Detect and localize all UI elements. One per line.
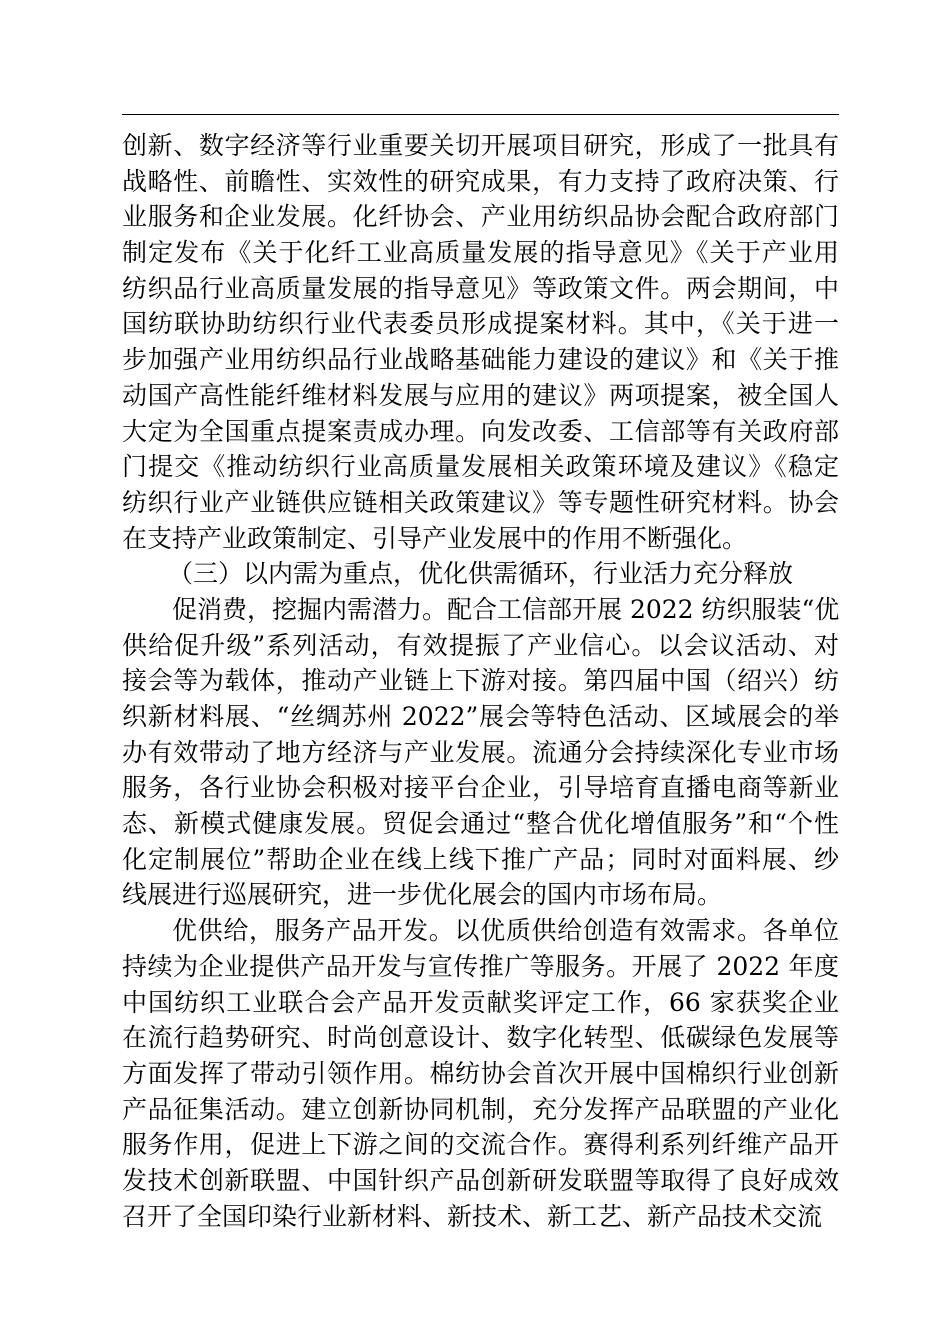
text-line: 办有效带动了地方经济与产业发展。流通分会持续深化专业市场 [122,737,839,767]
text-line: 中国纺织工业联合会产品开发贡献奖评定工作，66 家获奖企业 [122,987,839,1017]
text-line: 门提交《推动纺织行业高质量发展相关政策环境及建议》《稳定 [122,452,839,482]
text-line: 制定发布《关于化纤工业高质量发展的指导意见》《关于产业用 [122,238,839,268]
text-line: 纺织品行业高质量发展的指导意见》等政策文件。两会期间，中 [122,273,839,303]
text-line: 接会等为载体，推动产业链上下游对接。第四届中国（绍兴）纺 [122,666,839,696]
text-line: 战略性、前瞻性、实效性的研究成果，有力支持了政府决策、行 [122,166,839,196]
text-line: 动国产高性能纤维材料发展与应用的建议》两项提案，被全国人 [122,380,839,410]
text-line: 服务，各行业协会积极对接平台企业，引导培育直播电商等新业 [122,773,839,803]
header-rule [122,114,839,115]
text-line: 服务作用，促进上下游之间的交流合作。赛得利系列纤维产品开 [122,1130,839,1160]
text-line: 化定制展位”帮助企业在线上线下推广产品；同时对面料展、纱 [122,844,839,874]
text-line: 步加强产业用纺织品行业战略基础能力建设的建议》和《关于推 [122,345,839,375]
text-line: 创新、数字经济等行业重要关切开展项目研究，形成了一批具有 [122,131,839,160]
text-line: 产品征集活动。建立创新协同机制，充分发挥产品联盟的产业化 [122,1094,839,1124]
text-line: 发技术创新联盟、中国针织产品创新研发联盟等取得了良好成效 [122,1165,839,1195]
text-line: 召开了全国印染行业新材料、新技术、新工艺、新产品技术交流 [122,1201,823,1231]
text-line: 在支持产业政策制定、引导产业发展中的作用不断强化。 [122,523,748,553]
text-line: 大定为全国重点提案责成办理。向发改委、工信部等有关政府部 [122,416,839,446]
text-line: 业服务和企业发展。化纤协会、产业用纺织品协会配合政府部门 [122,202,839,232]
section-heading [122,556,839,592]
text-line: 促消费，挖掘内需潜力。配合工信部开展 2022 纺织服装“优 [172,594,840,624]
text-line: 在流行趋势研究、时尚创意设计、数字化转型、低碳绿色发展等 [122,1023,839,1053]
paragraph [122,913,839,1234]
text-line: 线展进行巡展研究，进一步优化展会的国内市场布局。 [122,880,723,910]
heading-line: （三）以内需为重点，优化供需循环，行业活力充分释放 [168,559,794,589]
text-line: 供给促升级”系列活动，有效提振了产业信心。以会议活动、对 [122,630,839,660]
document-body [122,128,839,1234]
text-line: 方面发挥了带动引领作用。棉纺协会首次开展中国棉织行业创新 [122,1058,839,1088]
text-line: 织新材料展、“丝绸苏州 2022”展会等特色活动、区域展会的举 [122,702,839,731]
text-line: 态、新模式健康发展。贸促会通过“整合优化增值服务”和“个性 [122,809,839,839]
text-line: 纺织行业产业链供应链相关政策建议》等专题性研究材料。协会 [122,487,839,517]
text-line: 优供给，服务产品开发。以优质供给创造有效需求。各单位 [172,916,839,946]
paragraph [122,128,839,556]
paragraph [122,592,839,913]
text-line: 国纺联协助纺织行业代表委员形成提案材料。其中，《关于进一 [122,309,839,339]
text-line: 持续为企业提供产品开发与宣传推广等服务。开展了 2022 年度 [122,951,839,981]
